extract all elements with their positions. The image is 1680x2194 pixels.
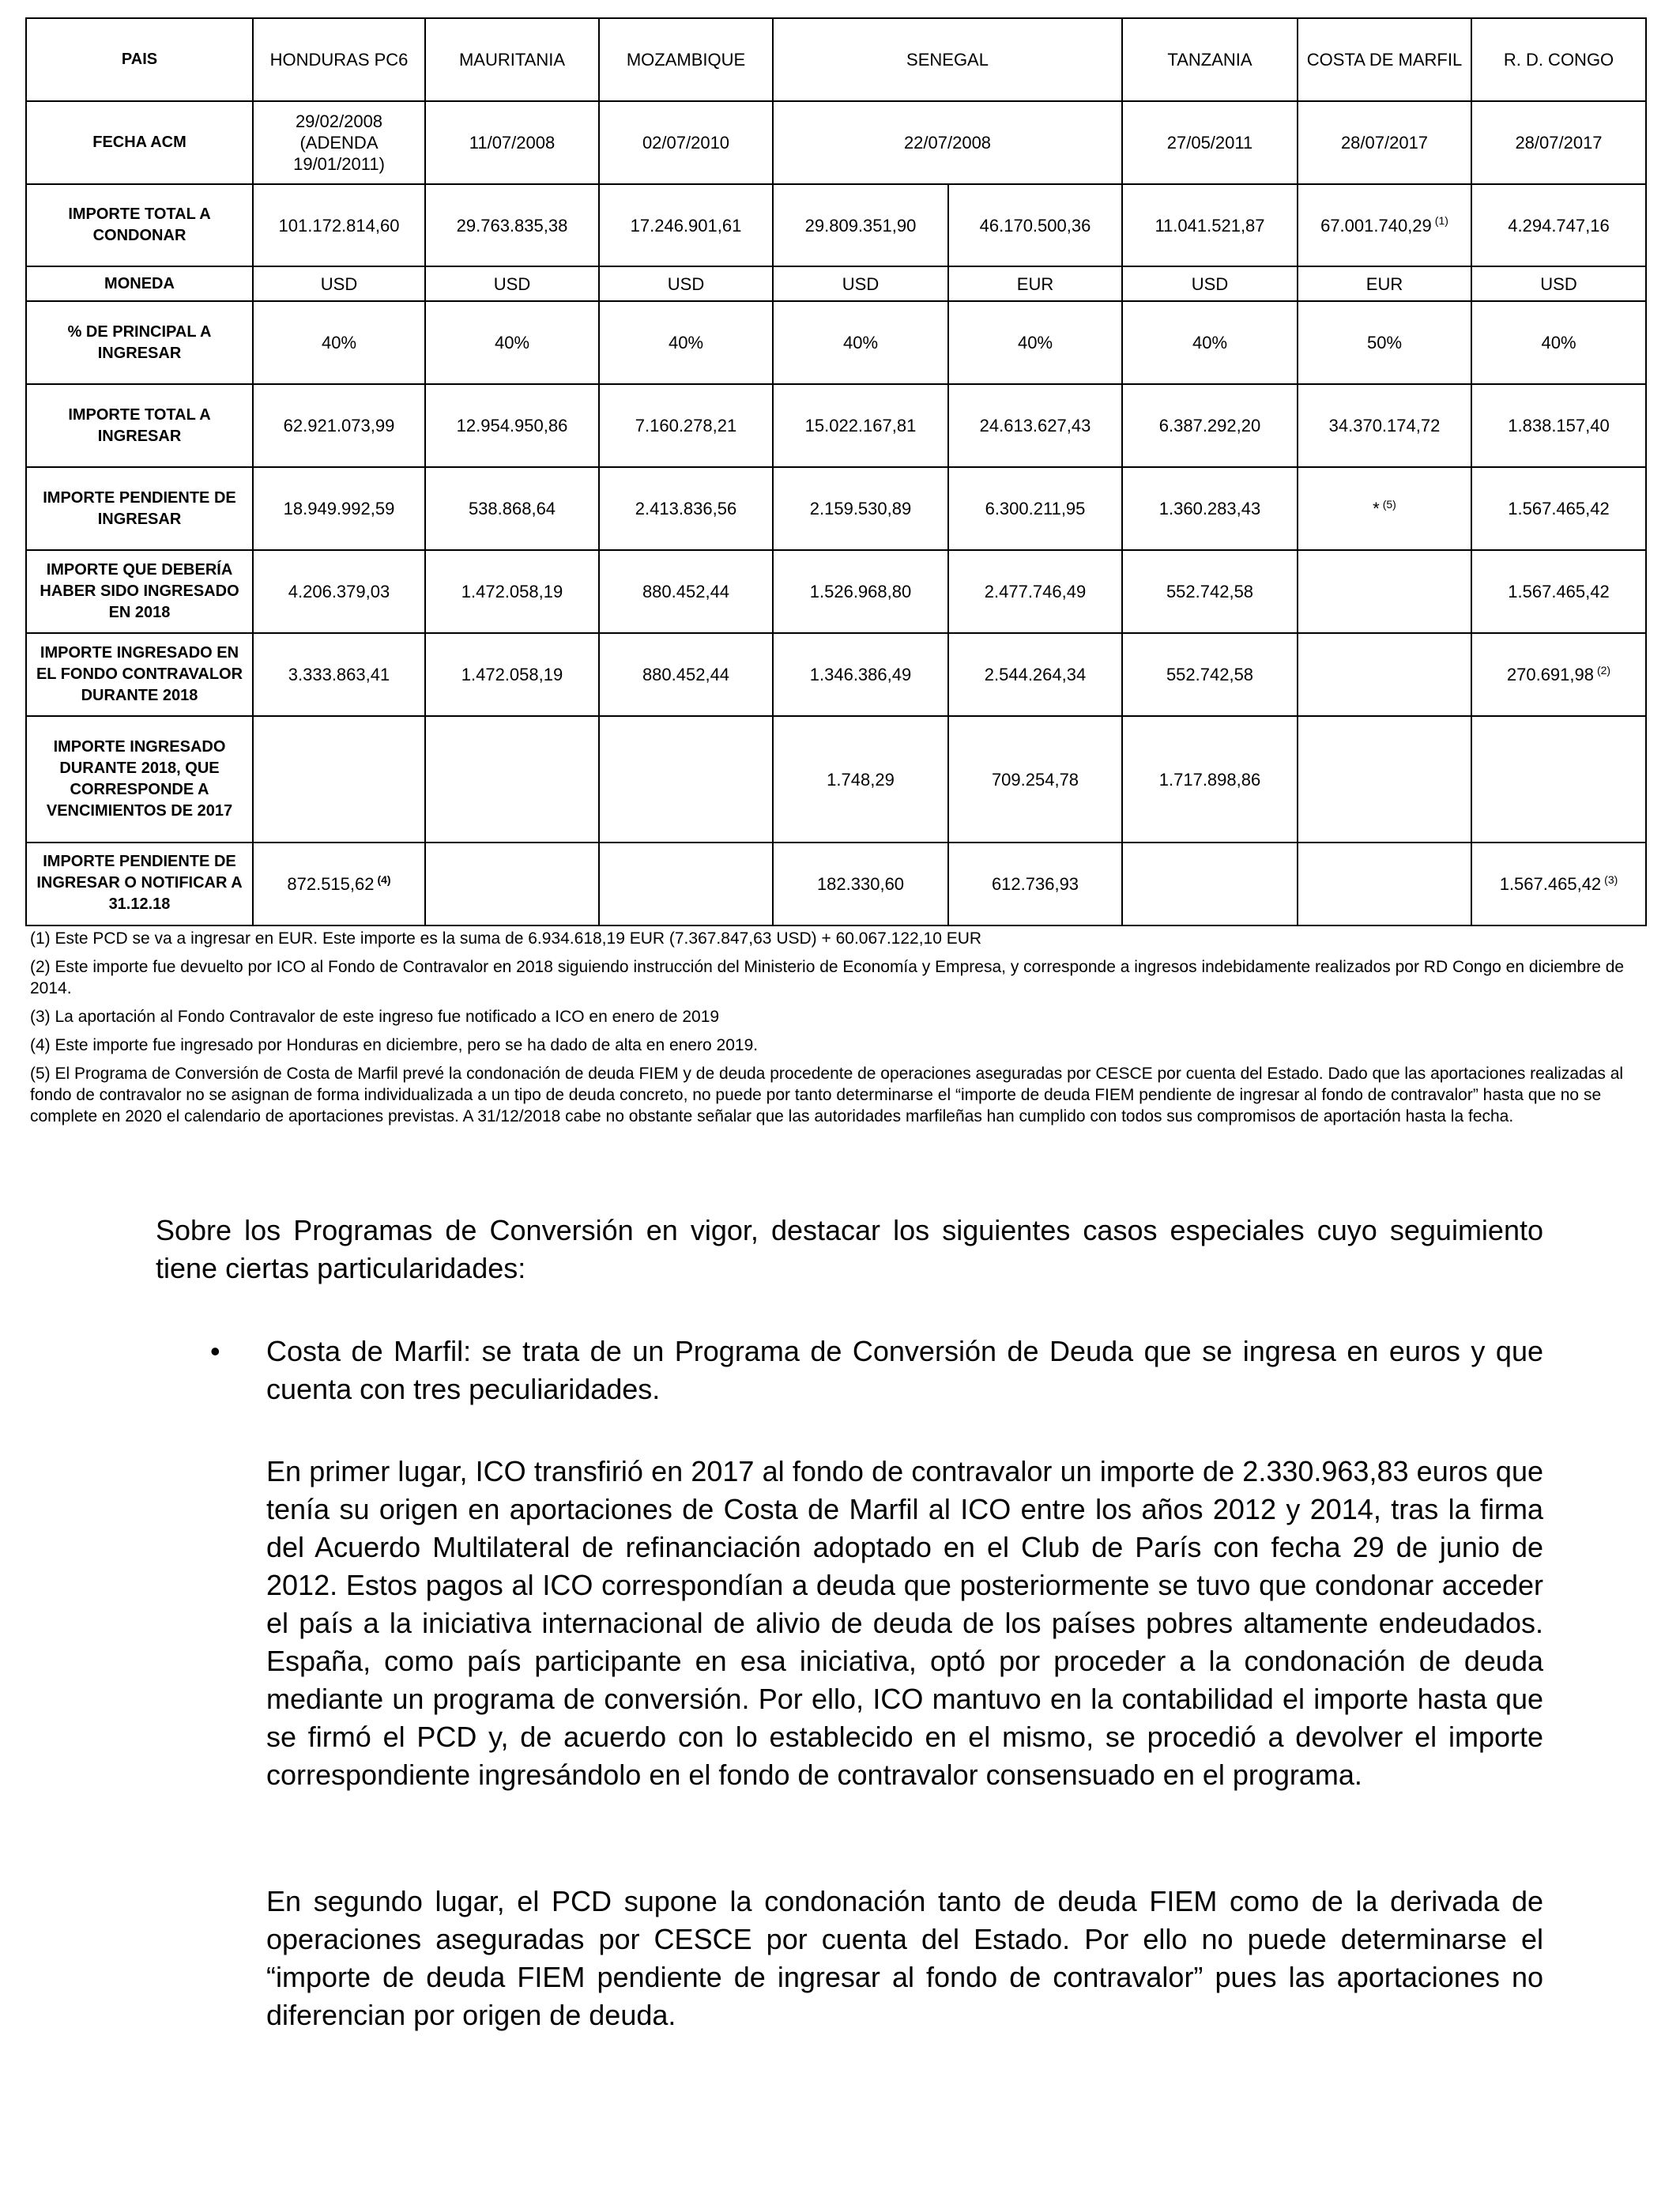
value-cell xyxy=(1471,633,1646,716)
value-cell xyxy=(425,301,599,384)
row-label: IMPORTE QUE DEBERÍA HABER SIDO INGRESADO EN 2018 xyxy=(26,550,253,633)
value-cell xyxy=(1122,550,1298,633)
value-cell xyxy=(1122,301,1298,384)
value-cell xyxy=(1471,716,1646,843)
value-cell xyxy=(253,301,425,384)
value-cell xyxy=(773,301,948,384)
cell-value: 15.022.167,81 xyxy=(804,416,917,435)
cell-value: 1.472.058,19 xyxy=(461,665,563,684)
body-paragraph: En primer lugar, ICO transfirió en 2017 al fondo de contravalor un importe de 2.330.963,83 euros que tenía su origen en aportaciones de Costa de Marfil al ICO entre los años 2012 y 2014, tras la firma del Acuerdo Multilateral de refinanciación adoptado en el Club de París con fecha 29 de junio de 2012. Estos pagos al ICO correspondían a deuda que posteriormente se tuvo que condonar acceder el país a la iniciativa internacional de alivio de deuda de los países pobres altamente endeudados. España, como país participante en esa iniciativa, optó por proceder a la condonación de deuda mediante un programa de conversión. Por ello, ICO mantuvo en la contabilidad el importe hasta que se firmó el PCD y, de acuerdo con lo establecido en el mismo, se procedió a devolver el importe correspondiente ingresándolo en el fondo de contravalor consensuado en el programa. xyxy=(266,1455,1543,1791)
value-cell xyxy=(1471,843,1646,925)
value-cell xyxy=(773,184,948,266)
value-cell xyxy=(1122,633,1298,716)
value-cell xyxy=(948,266,1122,301)
cell-value: 612.736,93 xyxy=(991,874,1079,894)
value-cell xyxy=(773,467,948,550)
value-cell xyxy=(1471,301,1646,384)
value-cell xyxy=(948,301,1122,384)
cell-value: 3.333.863,41 xyxy=(288,665,390,684)
value-cell xyxy=(948,550,1122,633)
value-cell xyxy=(253,716,425,843)
footnote: (1) Este PCD se va a ingresar en EUR. Este importe es la suma de 6.934.618,19 EUR (7.367.847,63 USD) + 60.067.122,10 EUR xyxy=(30,929,982,948)
cell-value: USD xyxy=(667,273,705,294)
value-cell xyxy=(948,633,1122,716)
country-header: MAURITANIA xyxy=(425,18,599,101)
value-cell xyxy=(253,384,425,467)
value-cell xyxy=(253,843,425,925)
header-row xyxy=(26,18,1646,101)
table-row xyxy=(26,716,1646,843)
cell-value: 24.613.627,43 xyxy=(979,416,1091,435)
cell-value: 552.742,58 xyxy=(1166,582,1254,601)
cell-value: 6.300.211,95 xyxy=(985,499,1086,518)
row-label: IMPORTE INGRESADO EN EL FONDO CONTRAVALOR DURANTE 2018 xyxy=(26,633,253,716)
value-cell xyxy=(1122,467,1298,550)
value-cell xyxy=(1298,184,1471,266)
cell-value: 2.544.264,34 xyxy=(984,665,1087,684)
cell-value: 40% xyxy=(842,333,879,352)
date-cell: 28/07/2017 xyxy=(1298,101,1471,184)
row-label: PAIS xyxy=(26,18,253,101)
value-cell xyxy=(253,633,425,716)
cell-value: 34.370.174,72 xyxy=(1328,416,1441,435)
footnote: (5) El Programa de Conversión de Costa de Marfil prevé la condonación de deuda FIEM y de deuda procedente de operaciones aseguradas por CESCE por cuenta del Estado. Dado que las aportaciones realizadas al fondo de contravalor no se asignan de forma individualizada a un tipo de deuda concreto, no puede por tanto determinarse el “importe de deuda FIEM pendiente de ingresar al fondo de contravalor” hasta que no se complete en 2020 el calendario de aportaciones previstas. A 31/12/2018 cabe no obstante señalar que las autoridades marfileñas han cumplido con todos sus compromisos de aportación hasta la fecha. xyxy=(30,1065,1624,1125)
cell-value: 1.567.465,42 xyxy=(1508,499,1610,518)
country-header: TANZANIA xyxy=(1122,18,1298,101)
cell-value: 2.477.746,49 xyxy=(984,582,1087,601)
country-header: COSTA DE MARFIL xyxy=(1298,18,1471,101)
value-cell xyxy=(773,633,948,716)
footnote-mark: (5) xyxy=(1382,497,1396,511)
cell-value: EUR xyxy=(1365,273,1403,294)
date-cell: 22/07/2008 xyxy=(773,101,1122,184)
cell-value: 1.838.157,40 xyxy=(1508,416,1610,435)
value-cell xyxy=(425,633,599,716)
value-cell xyxy=(1298,716,1471,843)
value-cell xyxy=(599,266,773,301)
value-cell xyxy=(599,467,773,550)
cell-value: 12.954.950,86 xyxy=(456,416,568,435)
cell-value: 17.246.901,61 xyxy=(630,215,742,236)
footnote-mark: (3) xyxy=(1604,873,1618,886)
cell-value: 46.170.500,36 xyxy=(979,215,1091,236)
value-cell xyxy=(1298,266,1471,301)
row-label: FECHA ACM xyxy=(26,101,253,184)
cell-value: 880.452,44 xyxy=(642,582,730,601)
value-cell xyxy=(1471,550,1646,633)
table-row xyxy=(26,467,1646,550)
value-cell xyxy=(1122,266,1298,301)
value-cell xyxy=(1122,184,1298,266)
table-row xyxy=(26,550,1646,633)
value-cell xyxy=(425,184,599,266)
value-cell xyxy=(948,384,1122,467)
cell-value: 40% xyxy=(321,333,357,352)
footnote: (3) La aportación al Fondo Contravalor de este ingreso fue notificado a ICO en enero de 2019 xyxy=(30,1008,720,1026)
row-label: % DE PRINCIPAL A INGRESAR xyxy=(26,301,253,384)
fecha-row xyxy=(26,101,1646,184)
cell-value: 101.172.814,60 xyxy=(278,215,400,236)
value-cell xyxy=(253,550,425,633)
row-label: MONEDA xyxy=(26,266,253,301)
value-cell xyxy=(1471,266,1646,301)
date-cell: 02/07/2010 xyxy=(599,101,773,184)
cell-value: 6.387.292,20 xyxy=(1158,416,1261,435)
value-cell xyxy=(773,716,948,843)
value-cell xyxy=(1471,467,1646,550)
footnote-mark: (1) xyxy=(1434,214,1448,228)
cell-value: 1.567.465,42 xyxy=(1508,582,1610,601)
cell-value: 2.159.530,89 xyxy=(809,499,912,518)
row-label: IMPORTE TOTAL A CONDONAR xyxy=(26,184,253,266)
cell-value: 182.330,60 xyxy=(816,874,905,894)
cell-value: 50% xyxy=(1366,333,1403,352)
value-cell xyxy=(1298,550,1471,633)
cell-value: 872.515,62 xyxy=(287,874,375,894)
cell-value: * xyxy=(1373,499,1380,518)
cell-value: EUR xyxy=(1016,273,1054,294)
cell-value: 62.921.073,99 xyxy=(283,416,395,435)
cell-value: USD xyxy=(493,273,531,294)
value-cell xyxy=(1122,843,1298,925)
intro-paragraph: Sobre los Programas de Conversión en vigor, destacar los siguientes casos especiales cuyo seguimiento tiene ciertas particularidades: xyxy=(156,1214,1543,1284)
value-cell xyxy=(425,716,599,843)
table-row xyxy=(26,843,1646,925)
cell-value: 40% xyxy=(1017,333,1053,352)
value-cell xyxy=(1471,184,1646,266)
footnote-mark: (2) xyxy=(1596,663,1611,677)
value-cell xyxy=(1298,384,1471,467)
cell-value: 1.346.386,49 xyxy=(809,665,912,684)
table-row xyxy=(26,301,1646,384)
cell-value: USD xyxy=(320,273,358,294)
value-cell xyxy=(253,184,425,266)
table-row xyxy=(26,633,1646,716)
cell-value: USD xyxy=(1540,273,1577,294)
cell-value: 40% xyxy=(1541,333,1576,352)
cell-value: 1.717.898,86 xyxy=(1158,769,1261,790)
footnote-mark: (4) xyxy=(377,873,391,886)
cell-value: 1.567.465,42 xyxy=(1499,874,1602,894)
row-label: IMPORTE TOTAL A INGRESAR xyxy=(26,384,253,467)
footnotes xyxy=(25,928,1645,1134)
value-cell xyxy=(425,384,599,467)
value-cell xyxy=(425,467,599,550)
bullet-paragraph: Costa de Marfil: se trata de un Programa de Conversión de Deuda que se ingresa en euros y que cuenta con tres peculiaridades. xyxy=(266,1335,1543,1405)
value-cell xyxy=(773,550,948,633)
row-label: IMPORTE PENDIENTE DE INGRESAR xyxy=(26,467,253,550)
footnote: (2) Este importe fue devuelto por ICO al Fondo de Contravalor en 2018 siguiendo instrucción del Ministerio de Economía y Empresa, y corresponde a ingresos indebidamente realizados por RD Congo en diciembre de 2014. xyxy=(30,958,1625,997)
value-cell xyxy=(1298,301,1471,384)
value-cell xyxy=(425,266,599,301)
value-cell xyxy=(599,716,773,843)
cell-value: 552.742,58 xyxy=(1166,665,1254,684)
value-cell xyxy=(253,467,425,550)
footnote: (4) Este importe fue ingresado por Honduras en diciembre, pero se ha dado de alta en enero 2019. xyxy=(30,1036,759,1054)
value-cell xyxy=(599,184,773,266)
value-cell xyxy=(948,843,1122,925)
cell-value: 2.413.836,56 xyxy=(635,499,737,518)
cell-value: 4.294.747,16 xyxy=(1508,215,1610,236)
country-header: HONDURAS PC6 xyxy=(253,18,425,101)
country-header: SENEGAL xyxy=(773,18,1122,101)
cell-value: 40% xyxy=(494,333,530,352)
value-cell xyxy=(1298,633,1471,716)
body-paragraph: En segundo lugar, el PCD supone la condonación tanto de deuda FIEM como de la derivada de operaciones aseguradas por CESCE por cuenta del Estado. Por ello no puede determinarse el “importe de deuda FIEM pendiente de ingresar al fondo de contravalor” pues las aportaciones no diferencian por origen de deuda. xyxy=(266,1885,1543,2031)
table-row xyxy=(26,384,1646,467)
table-row xyxy=(26,266,1646,301)
country-header: R. D. CONGO xyxy=(1471,18,1646,101)
debt-conversion-table xyxy=(25,17,1647,926)
cell-value: 40% xyxy=(1192,333,1228,352)
row-label: IMPORTE PENDIENTE DE INGRESAR O NOTIFICAR A 31.12.18 xyxy=(26,843,253,925)
row-label: IMPORTE INGRESADO DURANTE 2018, QUE CORRESPONDE A VENCIMIENTOS DE 2017 xyxy=(26,716,253,843)
cell-value: 40% xyxy=(668,333,704,352)
date-cell: 29/02/2008 (ADENDA 19/01/2011) xyxy=(253,101,425,184)
value-cell xyxy=(1122,716,1298,843)
date-cell: 27/05/2011 xyxy=(1122,101,1298,184)
value-cell xyxy=(599,550,773,633)
cell-value: 880.452,44 xyxy=(642,665,730,684)
cell-value: 67.001.740,29 xyxy=(1320,215,1432,236)
value-cell xyxy=(253,266,425,301)
value-cell xyxy=(1471,384,1646,467)
cell-value: USD xyxy=(842,273,880,294)
bullet-icon: • xyxy=(210,1335,220,1367)
cell-value: 7.160.278,21 xyxy=(635,416,737,435)
cell-value: 538.868,64 xyxy=(468,499,556,518)
value-cell xyxy=(1298,467,1471,550)
date-cell: 11/07/2008 xyxy=(425,101,599,184)
cell-value: 11.041.521,87 xyxy=(1155,215,1265,236)
value-cell xyxy=(599,843,773,925)
value-cell xyxy=(1122,384,1298,467)
value-cell xyxy=(599,301,773,384)
value-cell xyxy=(773,266,948,301)
value-cell xyxy=(773,843,948,925)
value-cell xyxy=(599,633,773,716)
cell-value: 270.691,98 xyxy=(1506,665,1594,684)
cell-value: 1.360.283,43 xyxy=(1158,499,1261,518)
cell-value: 29.809.351,90 xyxy=(804,215,917,236)
table-row xyxy=(26,184,1646,266)
value-cell xyxy=(425,843,599,925)
cell-value: 29.763.835,38 xyxy=(456,215,568,236)
cell-value: 4.206.379,03 xyxy=(288,582,390,601)
cell-value: 18.949.992,59 xyxy=(283,499,395,518)
cell-value: 1.472.058,19 xyxy=(461,582,563,601)
value-cell xyxy=(948,716,1122,843)
value-cell xyxy=(425,550,599,633)
date-cell: 28/07/2017 xyxy=(1471,101,1646,184)
cell-value: 709.254,78 xyxy=(991,769,1079,790)
value-cell xyxy=(948,467,1122,550)
value-cell xyxy=(773,384,948,467)
value-cell xyxy=(948,184,1122,266)
value-cell xyxy=(1298,843,1471,925)
cell-value: 1.748,29 xyxy=(827,769,895,790)
country-header: MOZAMBIQUE xyxy=(599,18,773,101)
value-cell xyxy=(599,384,773,467)
cell-value: 1.526.968,80 xyxy=(809,582,912,601)
cell-value: USD xyxy=(1191,273,1229,294)
